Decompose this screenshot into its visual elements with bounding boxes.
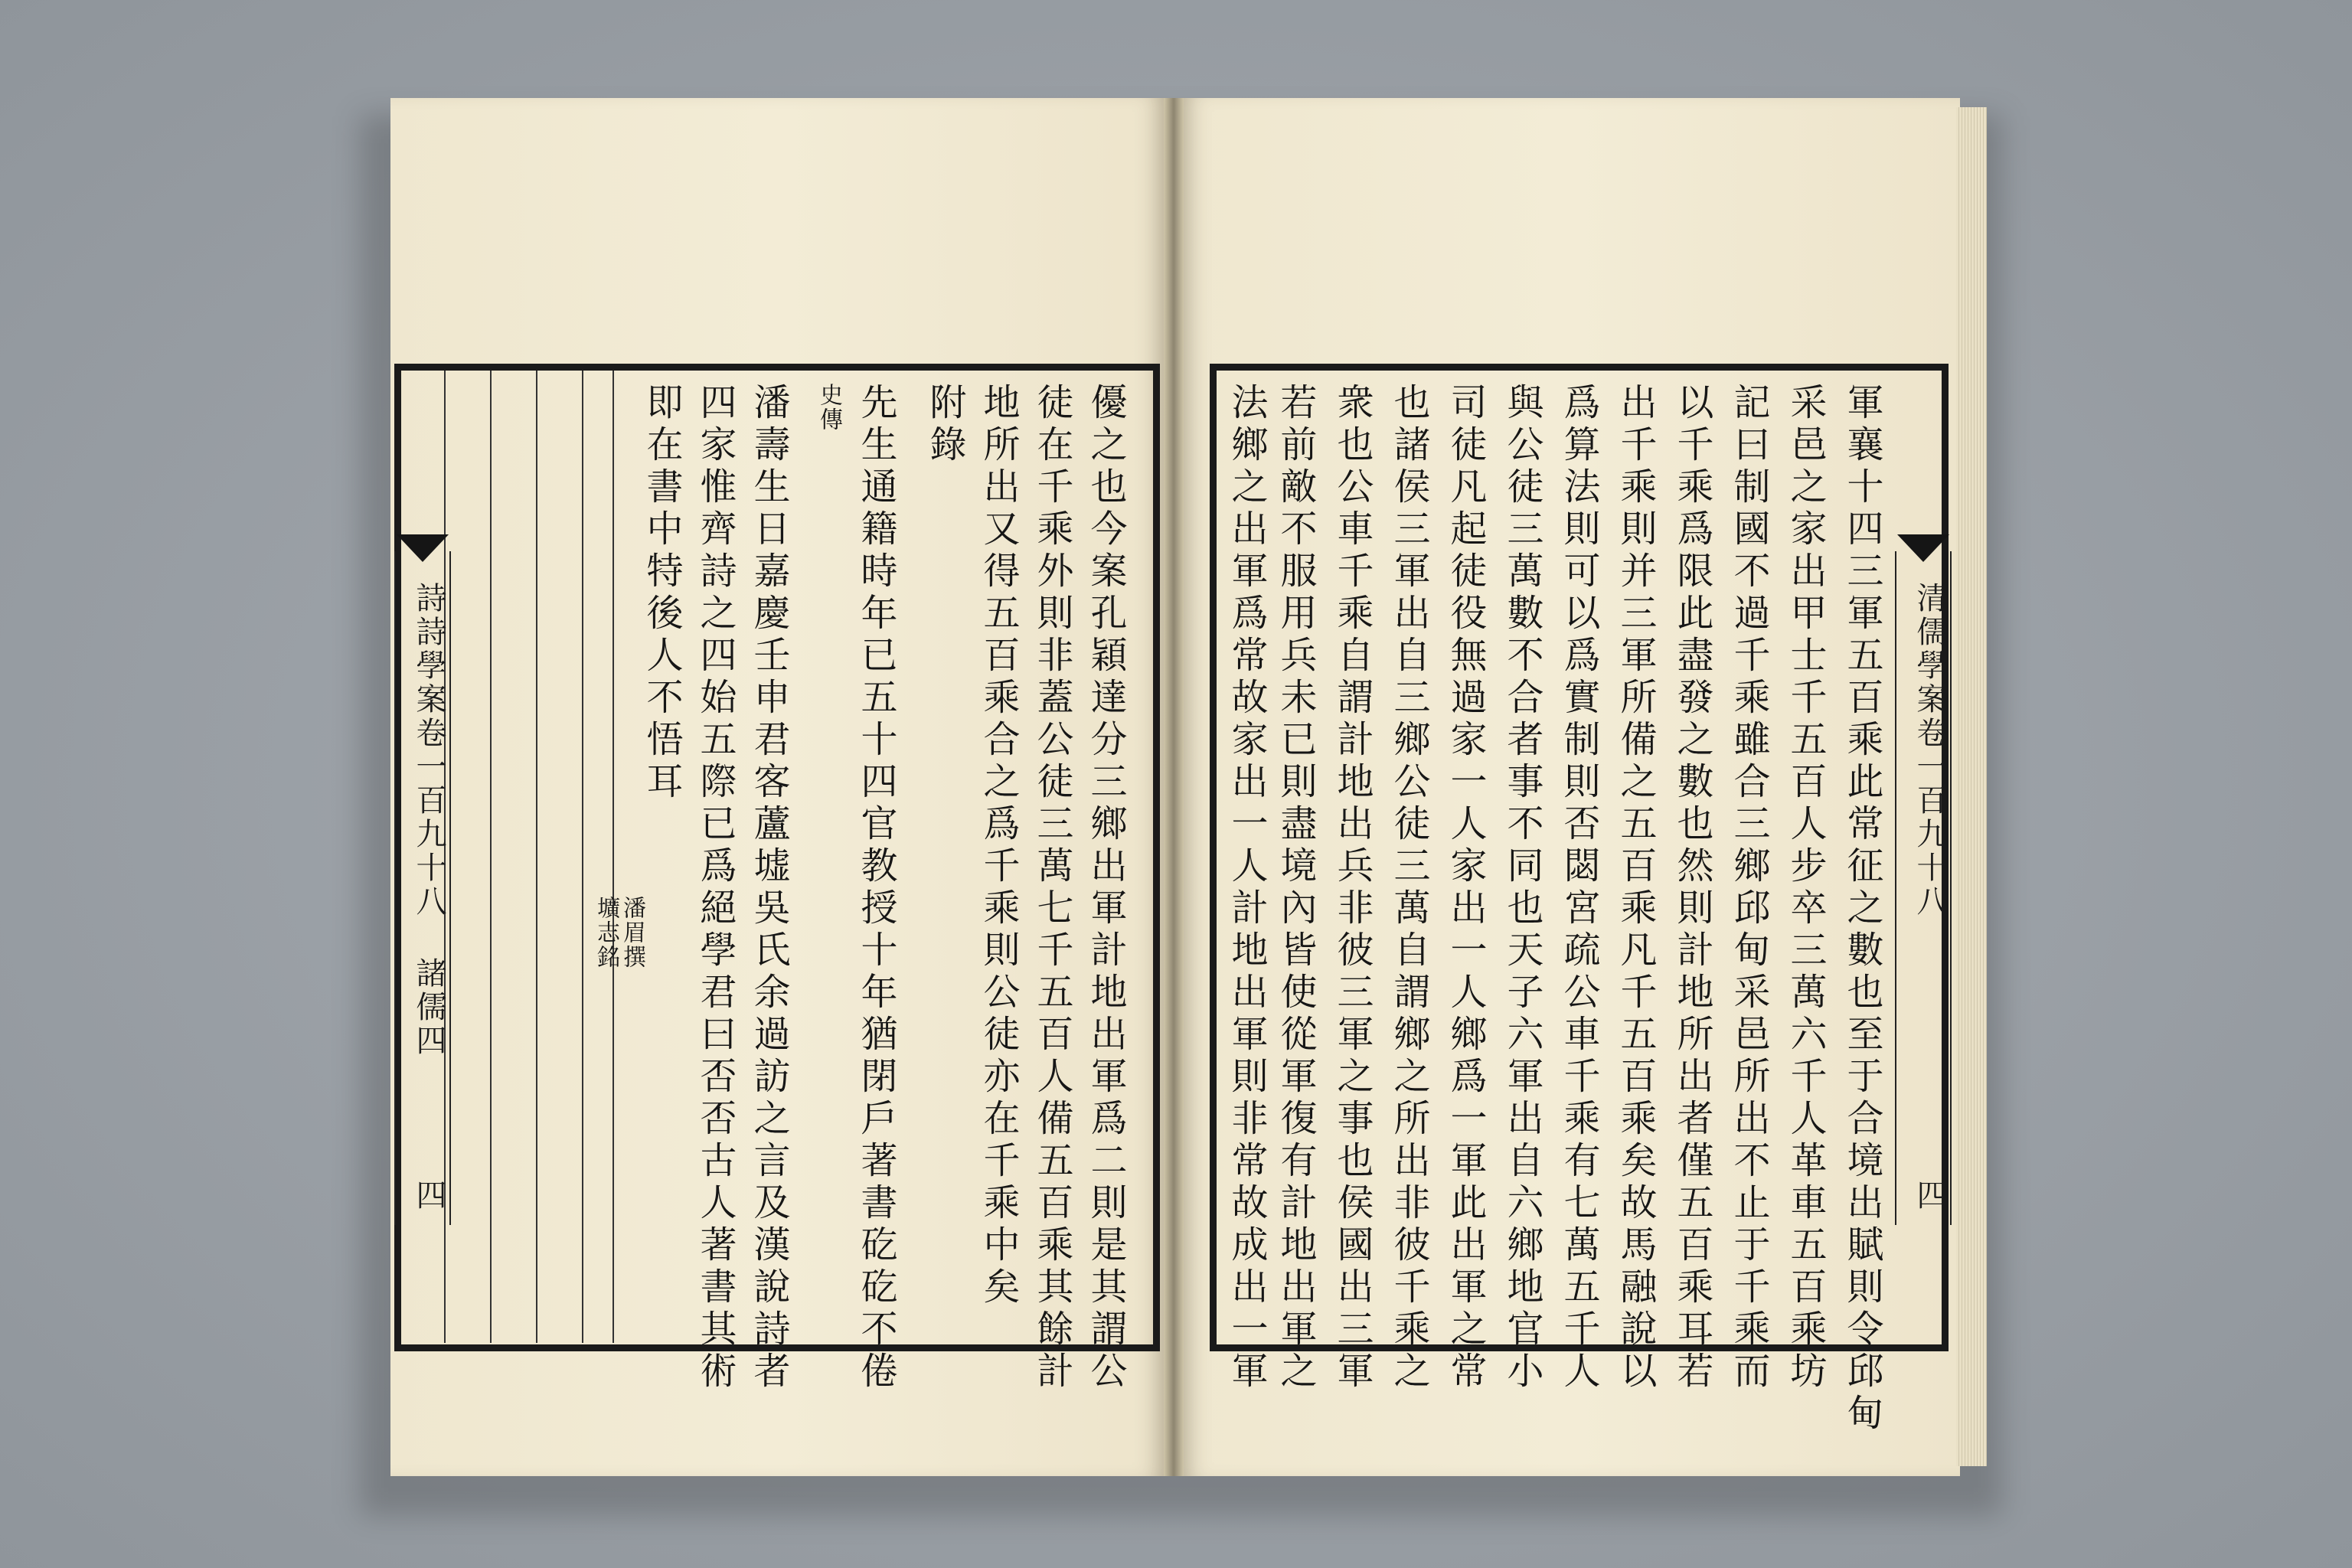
text-column: 衆也公車千乘自謂計地出兵非彼三軍之事也侯國出三軍 [1331,383,1374,1393]
left-center-band [394,551,451,1225]
folio-number: 四 [411,1179,446,1213]
small-note: 史傳 [815,383,842,432]
text-column: 若前敵不服用兵未已則盡境內皆使從軍復有計地出軍之 [1274,383,1317,1393]
column-rule [612,371,614,1343]
folio-number: 四 [1912,1179,1947,1213]
text-column: 以千乘爲限此盡發之數也然則計地所出者僅五百乘耳若 [1671,383,1713,1393]
column-rule [536,371,537,1343]
page-edges [1956,107,1987,1466]
fishtail-mark [1897,534,1949,562]
text-column: 與公徒三萬數不合者事不同也天子六軍出自六鄉地官小 [1501,383,1544,1393]
small-note: 潘眉撰 [619,896,645,969]
center-band-title: 詩詩學案卷一百九十八 諸儒四 [411,582,446,1058]
text-column: 軍襄十四三軍五百乘此常征之數也至于合境出賦則令邱甸 [1841,383,1883,1436]
text-column: 地所出又得五百乘合之爲千乘則公徒亦在千乘中矣 [977,383,1020,1309]
text-column: 徒在千乘外則非蓋公徒三萬七千五百人備五百乘其餘計 [1031,383,1073,1393]
text-column: 也諸侯三軍出自三鄉公徒三萬自謂鄉之所出非彼千乘之 [1387,383,1430,1393]
text-column: 法鄉之出軍爲常故家出一人計地出軍則非常故成出一軍 [1225,383,1268,1393]
small-note: 壙志銘 [593,896,619,969]
text-column: 出千乘則并三軍所備之五百乘凡千五百乘矣故馬融說以 [1614,383,1657,1393]
text-column: 潘壽生日嘉慶壬申君客蘆墟吳氏余過訪之言及漢說詩者 [747,383,790,1393]
column-rule [490,371,492,1343]
text-column: 即在書中特後人不悟耳 [640,383,683,804]
text-column: 爲算法則可以爲實制則否閟宮疏公車千乘有七萬五千人 [1557,383,1600,1393]
text-column: 記曰制國不過千乘雖合三鄉邱甸采邑所出不止于千乘而 [1727,383,1770,1393]
column-rule [582,371,583,1343]
text-column: 附錄 [923,383,966,467]
text-column: 優之也今案孔穎達分三鄉出軍計地出軍爲二則是其謂公 [1084,383,1127,1393]
fishtail-mark [397,534,449,562]
center-band-title: 清儒學案卷一百九十八 [1912,582,1947,919]
text-column: 采邑之家出甲士千五百人步卒三萬六千人革車五百乘坊 [1784,383,1827,1393]
text-column: 先生通籍時年已五十四官教授十年猶閉戶著書矻矻不倦 [854,383,897,1393]
text-column: 司徒凡起徒役無過家一人家出一人鄉爲一軍此出軍之常 [1444,383,1487,1393]
text-column: 四家惟齊詩之四始五際已爲絕學君曰否否古人著書其術 [694,383,737,1393]
right-center-band [1895,551,1952,1225]
book-gutter [1164,98,1184,1476]
